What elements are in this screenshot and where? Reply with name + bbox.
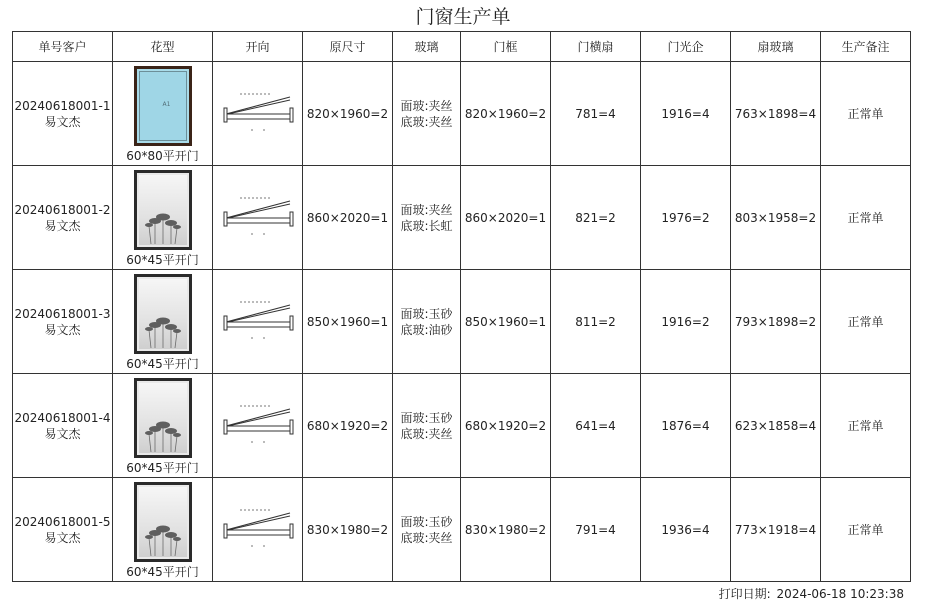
cell-pattern bbox=[113, 374, 213, 478]
cell-size: 850×1960=1 bbox=[303, 270, 393, 374]
glass-back: 底玻:长虹 bbox=[400, 218, 453, 233]
customer-name: 易文杰 bbox=[44, 218, 81, 233]
cell-glass bbox=[393, 478, 461, 582]
cell-pattern bbox=[113, 166, 213, 270]
table-row bbox=[13, 374, 911, 478]
cell-opening bbox=[213, 374, 303, 478]
flower-door-icon bbox=[134, 482, 192, 562]
cell-light-edge: 1916=2 bbox=[641, 270, 731, 374]
cell-pattern bbox=[113, 478, 213, 582]
cell-pattern bbox=[113, 62, 213, 166]
opening-direction-icon bbox=[222, 300, 294, 340]
col-header-transom: 门横扇 bbox=[551, 32, 641, 62]
opening-direction-icon bbox=[222, 404, 294, 444]
cell-remark: 正常单 bbox=[821, 374, 911, 478]
cell-order bbox=[13, 478, 113, 582]
cell-opening bbox=[213, 62, 303, 166]
cell-sash-glass: 793×1898=2 bbox=[731, 270, 821, 374]
col-header-glass: 玻璃 bbox=[393, 32, 461, 62]
col-header-light-edge: 门光企 bbox=[641, 32, 731, 62]
order-number: 20240618001-3 bbox=[14, 306, 111, 321]
table-row bbox=[13, 478, 911, 582]
cell-order bbox=[13, 374, 113, 478]
glass-back: 底玻:夹丝 bbox=[400, 114, 453, 129]
order-number: 20240618001-2 bbox=[14, 202, 111, 217]
cell-frame: 850×1960=1 bbox=[461, 270, 551, 374]
pattern-label: 60*45平开门 bbox=[126, 252, 199, 267]
table-row bbox=[13, 270, 911, 374]
cell-transom: 791=4 bbox=[551, 478, 641, 582]
cell-light-edge: 1976=2 bbox=[641, 166, 731, 270]
glass-back: 底玻:夹丝 bbox=[400, 530, 453, 545]
cell-opening bbox=[213, 478, 303, 582]
col-header-sash-glass: 扇玻璃 bbox=[731, 32, 821, 62]
customer-name: 易文杰 bbox=[44, 114, 81, 129]
cell-glass bbox=[393, 62, 461, 166]
cell-opening bbox=[213, 166, 303, 270]
glass-face: 面玻:夹丝 bbox=[400, 98, 453, 113]
print-date bbox=[717, 585, 904, 602]
cell-remark: 正常单 bbox=[821, 478, 911, 582]
cell-size: 680×1920=2 bbox=[303, 374, 393, 478]
cell-remark: 正常单 bbox=[821, 270, 911, 374]
print-date-value: 2024-06-18 10:23:38 bbox=[776, 587, 904, 601]
cell-light-edge: 1876=4 bbox=[641, 374, 731, 478]
col-header-frame: 门框 bbox=[461, 32, 551, 62]
customer-name: 易文杰 bbox=[44, 426, 81, 441]
cell-light-edge: 1936=4 bbox=[641, 478, 731, 582]
cell-order bbox=[13, 62, 113, 166]
glass-face: 面玻:玉砂 bbox=[400, 514, 453, 529]
order-number: 20240618001-5 bbox=[14, 514, 111, 529]
col-header-order: 单号客户 bbox=[13, 32, 113, 62]
cell-transom: 641=4 bbox=[551, 374, 641, 478]
cell-frame: 820×1960=2 bbox=[461, 62, 551, 166]
cell-size: 820×1960=2 bbox=[303, 62, 393, 166]
production-table bbox=[12, 31, 911, 582]
cell-transom: 781=4 bbox=[551, 62, 641, 166]
glass-face: 面玻:玉砂 bbox=[400, 306, 453, 321]
pattern-label: 60*45平开门 bbox=[126, 564, 199, 579]
col-header-size: 原尺寸 bbox=[303, 32, 393, 62]
cell-glass bbox=[393, 270, 461, 374]
customer-name: 易文杰 bbox=[44, 530, 81, 545]
order-number: 20240618001-4 bbox=[14, 410, 111, 425]
customer-name: 易文杰 bbox=[44, 322, 81, 337]
cell-opening bbox=[213, 270, 303, 374]
cell-frame: 860×2020=1 bbox=[461, 166, 551, 270]
cell-size: 830×1980=2 bbox=[303, 478, 393, 582]
print-date-label: 打印日期: bbox=[718, 587, 771, 601]
glass-door-icon: A1 bbox=[134, 66, 192, 146]
cell-sash-glass: 763×1898=4 bbox=[731, 62, 821, 166]
table-row bbox=[13, 62, 911, 166]
cell-frame: 680×1920=2 bbox=[461, 374, 551, 478]
cell-pattern bbox=[113, 270, 213, 374]
cell-light-edge: 1916=4 bbox=[641, 62, 731, 166]
cell-order bbox=[13, 270, 113, 374]
cell-size: 860×2020=1 bbox=[303, 166, 393, 270]
opening-direction-icon bbox=[222, 92, 294, 132]
col-header-opening: 开向 bbox=[213, 32, 303, 62]
page-title: 门窗生产单 bbox=[415, 6, 511, 28]
cell-transom: 811=2 bbox=[551, 270, 641, 374]
col-header-remark: 生产备注 bbox=[821, 32, 911, 62]
cell-frame: 830×1980=2 bbox=[461, 478, 551, 582]
col-header-pattern: 花型 bbox=[113, 32, 213, 62]
glass-back: 底玻:油砂 bbox=[400, 322, 453, 337]
flower-door-icon bbox=[134, 274, 192, 354]
opening-direction-icon bbox=[222, 508, 294, 548]
pattern-label: 60*80平开门 bbox=[126, 148, 199, 163]
order-number: 20240618001-1 bbox=[14, 98, 111, 113]
flower-door-icon bbox=[134, 170, 192, 250]
cell-sash-glass: 773×1918=4 bbox=[731, 478, 821, 582]
pattern-label: 60*45平开门 bbox=[126, 356, 199, 371]
pattern-label: 60*45平开门 bbox=[126, 460, 199, 475]
cell-remark: 正常单 bbox=[821, 166, 911, 270]
glass-face: 面玻:玉砂 bbox=[400, 410, 453, 425]
table-row bbox=[13, 166, 911, 270]
glass-back: 底玻:夹丝 bbox=[400, 426, 453, 441]
cell-glass bbox=[393, 374, 461, 478]
header-row bbox=[13, 32, 911, 62]
cell-transom: 821=2 bbox=[551, 166, 641, 270]
opening-direction-icon bbox=[222, 196, 294, 236]
glass-face: 面玻:夹丝 bbox=[400, 202, 453, 217]
flower-door-icon bbox=[134, 378, 192, 458]
cell-sash-glass: 623×1858=4 bbox=[731, 374, 821, 478]
cell-glass bbox=[393, 166, 461, 270]
cell-sash-glass: 803×1958=2 bbox=[731, 166, 821, 270]
cell-remark: 正常单 bbox=[821, 62, 911, 166]
cell-order bbox=[13, 166, 113, 270]
